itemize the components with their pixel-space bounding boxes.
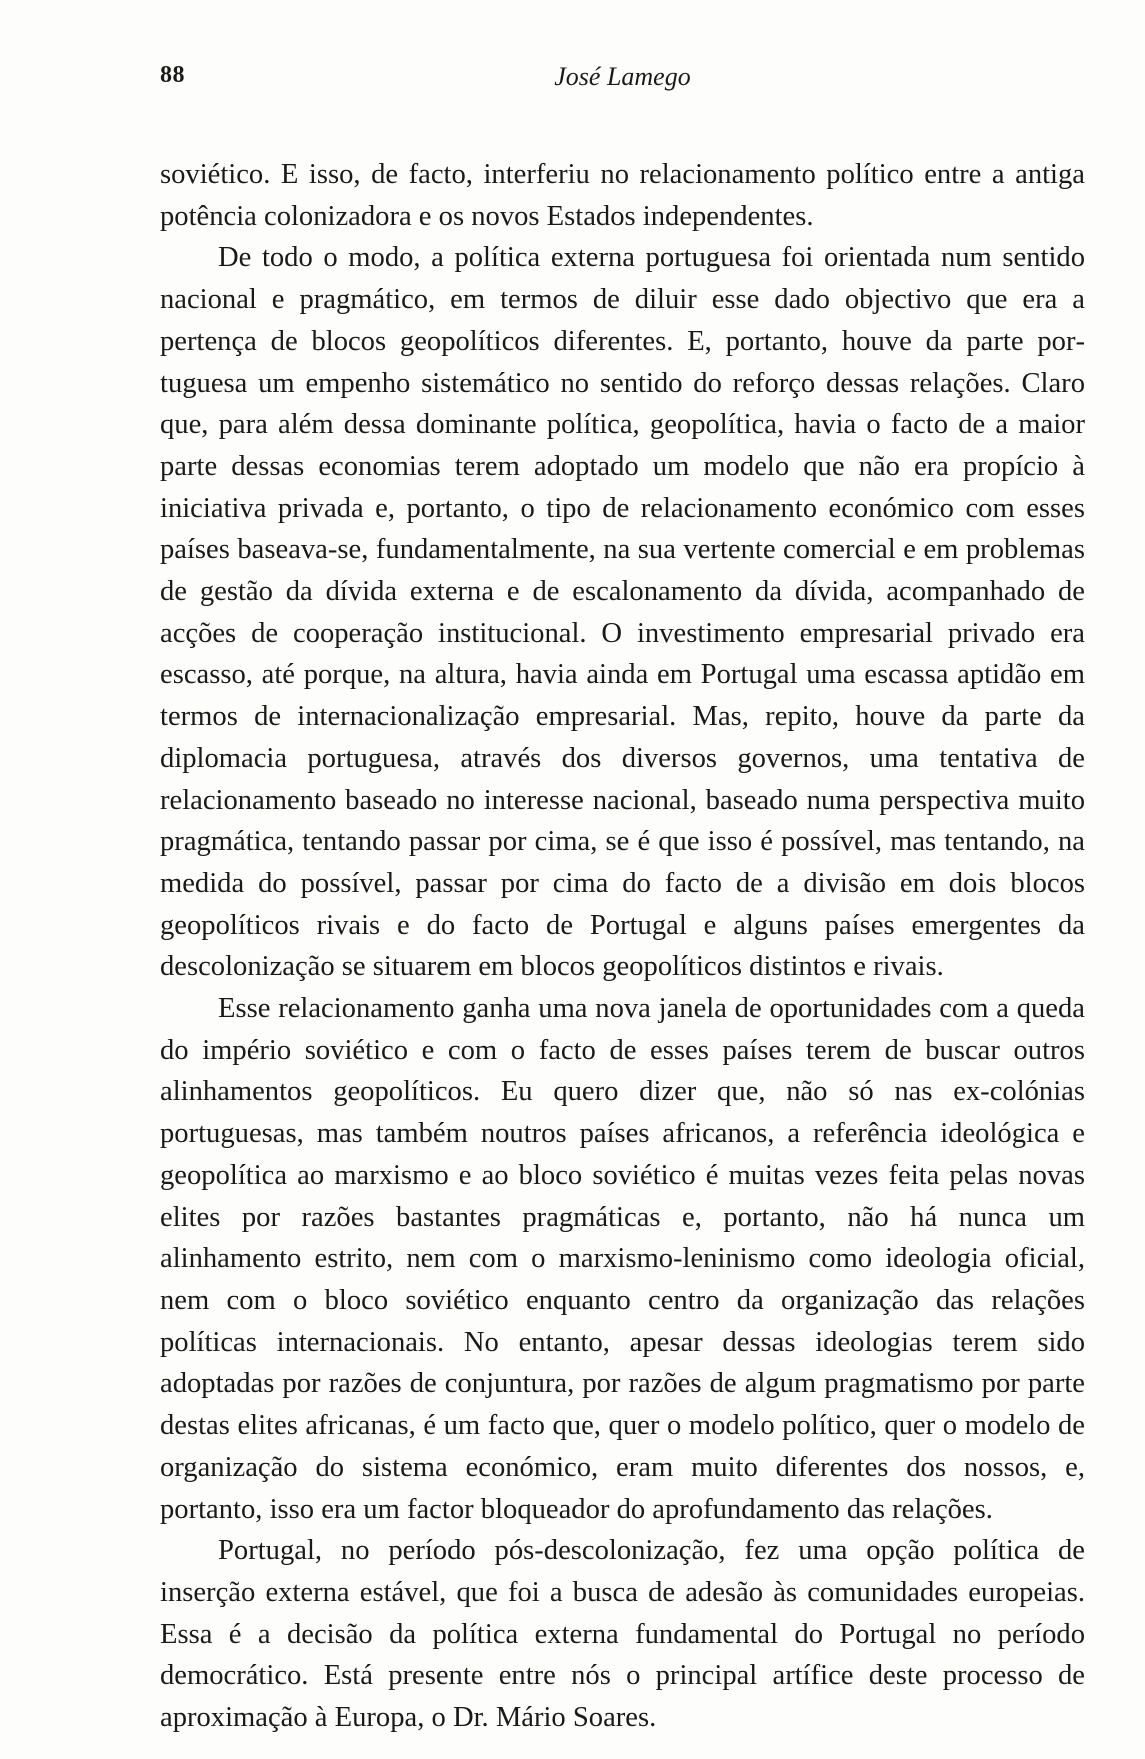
paragraph-continued: soviético. E isso, de facto, interferiu no relacionamento político entre a antiga potência colonizadora e os novos Estados independentes. [160, 159, 1085, 232]
page-number: 88 [160, 62, 185, 88]
body-text [160, 154, 1085, 1739]
running-header [160, 62, 1085, 102]
paragraph: Esse relacionamento ganha uma nova janela de oportunidades com a queda do império soviético e com o facto de esses países terem de buscar outros alinhamentos geopolíticos. Eu quero dizer que, não só nas ex-colónias portuguesas, mas também noutros países africanos, a referência ideológica e geopolítica ao marxismo e ao bloco soviético é muitas vezes feita pelas novas elites por razões bastantes pragmáticas e, portanto, não há nunca um alinhamento estrito, nem com o marxismo-leninismo como ideologia oficial, nem com o bloco soviético enquanto centro da organização das relações políticas internacionais. No entanto, apesar dessas ideologias terem sido adoptadas por razões de conjuntura, por razões de algum pragmatismo por parte destas elites africanas, é um facto que, quer o modelo político, quer o modelo de organização do sistema económico, eram muito diferentes dos nossos, e, portanto, isso era um factor bloqueador do aprofundamento das relações. [160, 993, 1085, 1525]
paragraph: De todo o modo, a política externa portuguesa foi orientada num sentido nacional e pragmático, em termos de diluir esse dado objectivo que era a pertença de blocos geopolíticos diferentes. E, portanto, houve da parte portuguesa um empenho sistemático no sentido do reforço dessas relações. Claro que, para além dessa dominante política, geopolítica, havia o facto de a maior parte dessas economias terem adoptado um modelo que não era propício à iniciativa privada e, portanto, o tipo de relacionamento económico com esses países baseava-se, fundamentalmente, na sua vertente comercial e em problemas de gestão da dívida externa e de escalonamento da dívida, acompanhado de acções de cooperação institucional. O investimento empresarial privado era escasso, até porque, na altura, havia ainda em Portugal uma escassa aptidão em termos de internacionalização empresarial. Mas, repito, houve da parte da diplomacia portuguesa, através dos diversos governos, uma tentativa de relacionamento baseado no interesse nacional, baseado numa perspectiva muito pragmática, tentando passar por cima, se é que isso é possível, mas tentando, na medida do possível, passar por cima do facto de a divisão em dois blocos geopolíticos rivais e do facto de Portugal e alguns países emergentes da descolonização se situarem em blocos geopolíticos distintos e rivais. [160, 242, 1085, 983]
paragraph: Portugal, no período pós-descolonização, fez uma opção política de inserção externa estável, que foi a busca de adesão às comunidades europeias. Essa é a decisão da política externa fundamental do Portugal no período democrático. Está presente entre nós o principal artífice deste processo de aproximação à Europa, o Dr. Mário Soares. [160, 1535, 1085, 1734]
author-name: José Lamego [554, 62, 691, 91]
